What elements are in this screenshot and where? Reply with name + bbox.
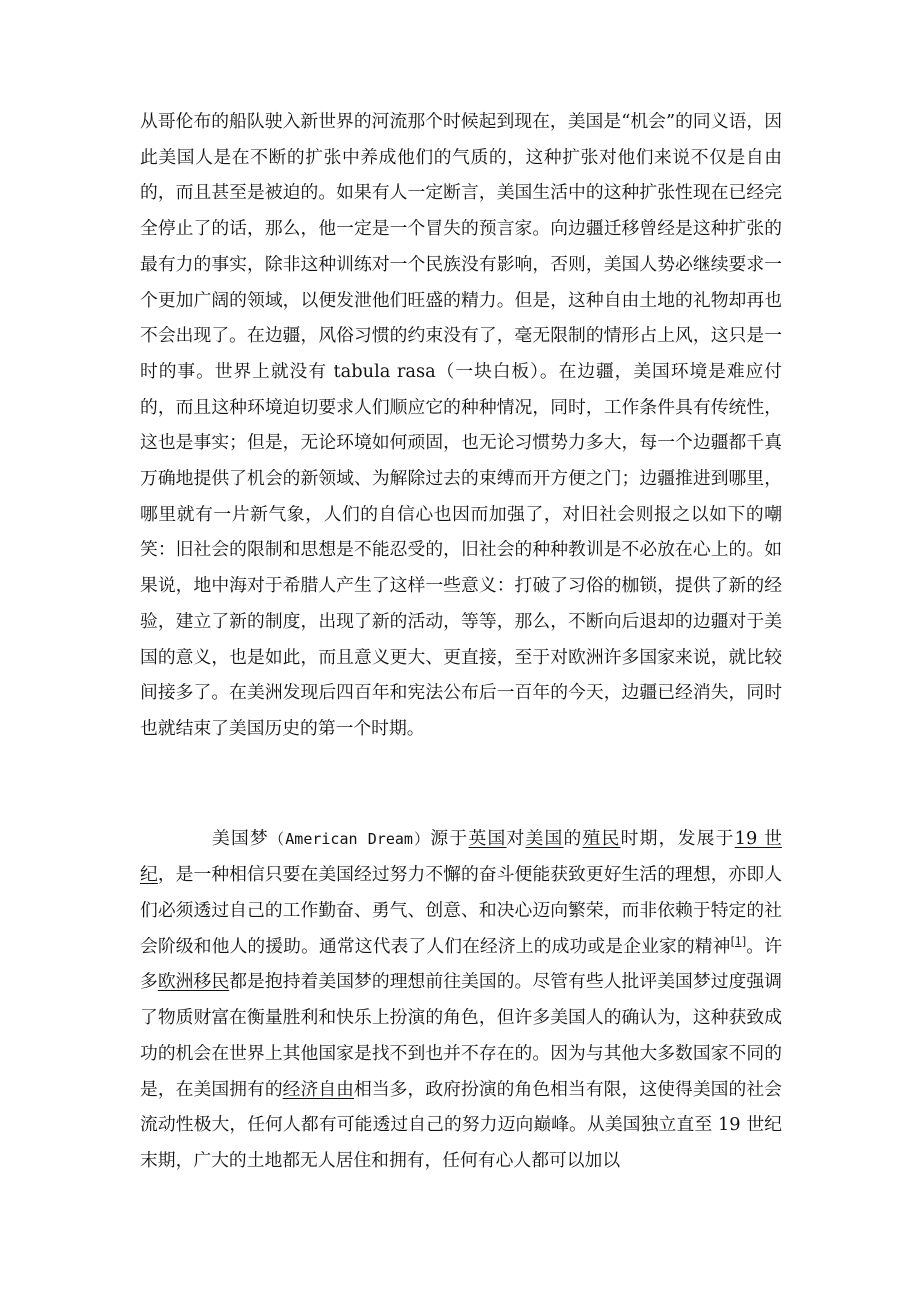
link-england[interactable]: 英国 [468,827,507,849]
reference-link[interactable]: [1] [730,934,747,948]
text-segment: 相当多，政府扮演的角色相当有限，这使得美国的社会流动性极大，任何人都有可能透过自己的努力迈向巅峰。从美国独立直至 19 世纪末期，广大的土地都无人居住和拥有，任何有心人都可以加以 [140,1078,782,1171]
link-19th-century[interactable]: 19 世纪 [140,827,782,886]
link-european-immigrants[interactable]: 欧洲移民 [157,971,230,993]
document-page [140,104,782,1179]
term-english: （American Dream） [269,829,431,848]
frontier-paragraph: 从哥伦布的船队驶入新世界的河流那个时候起到现在，美国是“机会”的同义语，因此美国人是在不断的扩张中养成他们的气质的，这种扩张对他们来说不仅是自由的，而且甚至是被迫的。如果有人一定断言，美国生活中的这种扩张性现在已经完全停止了的话，那么，他一定是一个冒失的预言家。向边疆迁移曾经是这种扩张的最有力的事实，除非这种训练对一个民族没有影响，否则，美国人势必继续要求一个更加广阔的领域，以便发泄他们旺盛的精力。但是，这种自由土地的礼物却再也不会出现了。在边疆，风俗习惯的约束没有了，毫无限制的情形占上风，这只是一时的事。世界上就没有 tabula rasa（一块白板）。在边疆，美国环境是难应付的，而且这种环境迫切要求人们顺应它的种种情况，同时，工作条件具有传统性，这也是事实；但是，无论环境如何顽固，也无论习惯势力多大，每一个边疆都千真万确地提供了机会的新领域、为解除过去的束缚而开方便之门；边疆推进到哪里，哪里就有一片新气象，人们的自信心也因而加强了，对旧社会则报之以如下的嘲笑：旧社会的限制和思想是不能忍受的，旧社会的种种教训是不必放在心上的。如果说，地中海对于希腊人产生了这样一些意义：打破了习俗的枷锁，提供了新的经验，建立了新的制度，出现了新的活动，等等，那么，不断向后退却的边疆对于美国的意义，也是如此，而且意义更大、更直接，至于对欧洲许多国家来说，就比较间接多了。在美洲发现后四百年和宪法公布后一百年的今天，边疆已经消失，同时也就结束了美国历史的第一个时期。 [140,111,782,739]
text-segment: ，是一种相信只要在美国经过努力不懈的奋斗便能获致更好生活的理想，亦即人们必须透过自己的工作勤奋、勇气、创意、和决心迈向繁荣，而非依赖于特定的社会阶级和他人的援助。通常这代表了人们在经济上的成功或是企业家的精神 [140,864,782,957]
text-segment: 的 [563,827,583,849]
text-segment: 都是抱持着美国梦的理想前往美国的。尽管有些人批评美国梦过度强调了物质财富在衡量胜利和快乐上扮演的角色，但许多美国人的确认为，这种获致成功的机会在世界上其他国家是找不到也并不存在的。因为与其他大多数国家不同的是，在美国拥有的 [140,971,782,1100]
link-colonial[interactable]: 殖民 [582,827,621,849]
text-segment: 对 [506,827,526,849]
american-dream-paragraph [140,821,782,1179]
link-economic-freedom[interactable]: 经济自由 [282,1078,355,1100]
term-american-dream: 美国梦 [212,827,270,849]
text-segment: 源于 [430,827,469,849]
text-segment: 时期，发展于 [620,827,735,849]
link-usa[interactable]: 美国 [525,827,564,849]
text-segment: 。许多 [140,935,782,993]
